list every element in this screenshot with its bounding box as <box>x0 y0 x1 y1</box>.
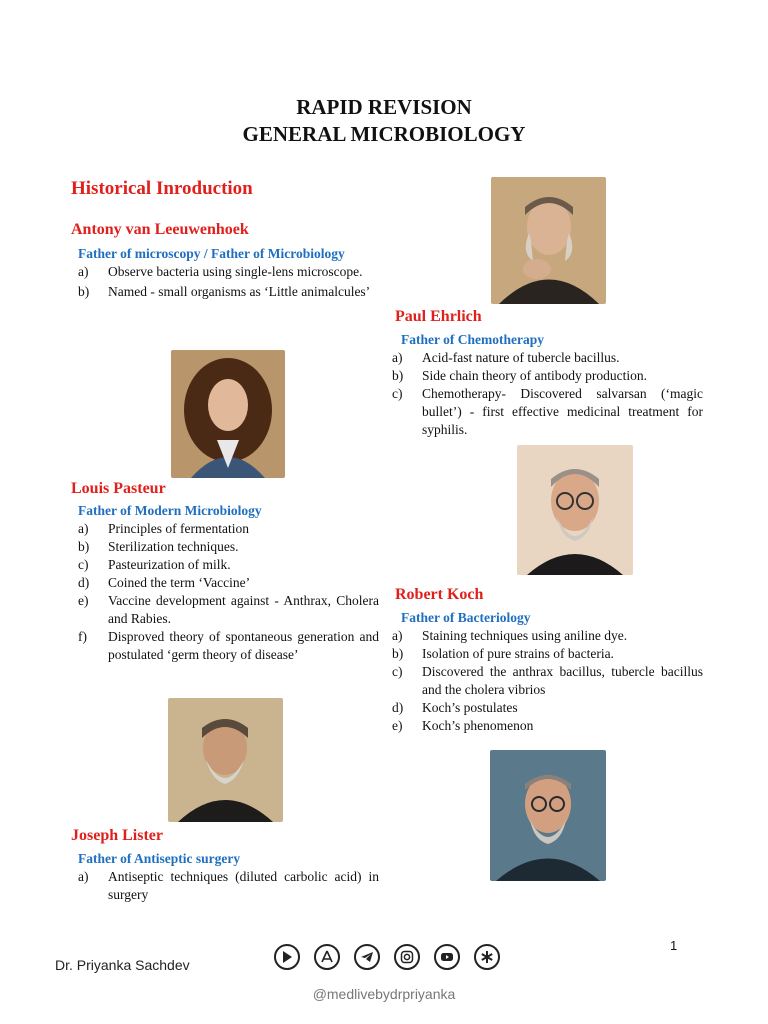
list-item: b) Side chain theory of antibody production. <box>392 368 647 383</box>
lister-name: Joseph Lister <box>71 827 163 844</box>
social-handle: @medlivebydrpriyanka <box>312 986 456 1002</box>
author-name: Dr. Priyanka Sachdev <box>55 957 190 973</box>
doc-title-line2: GENERAL MICROBIOLOGY <box>242 122 526 146</box>
koch-portrait <box>490 750 606 881</box>
list-item: c) Chemotherapy- Discovered salvarsan (‘magic bullet’) - first effective medicinal treatment for syphilis. <box>392 386 703 437</box>
app-store-icon[interactable] <box>314 944 340 970</box>
list-item: d) Coined the term ‘Vaccine’ <box>78 575 251 590</box>
leeuwenhoek-title: Father of microscopy / Father of Microbiology <box>78 246 345 261</box>
play-store-icon[interactable] <box>274 944 300 970</box>
list-item: a) Principles of fermentation <box>78 521 249 536</box>
koch-list <box>392 627 703 735</box>
list-item: b) Isolation of pure strains of bacteria. <box>392 646 614 661</box>
list-item: f) Disproved theory of spontaneous generation and postulated ‘germ theory of disease’ <box>78 629 379 662</box>
list-item: c) Discovered the anthrax bacillus, tubercle bacillus and the cholera vibrios <box>392 664 703 697</box>
koch-name: Robert Koch <box>395 586 484 603</box>
telegram-icon[interactable] <box>354 944 380 970</box>
pasteur-title: Father of Modern Microbiology <box>78 503 262 518</box>
list-item: a) Observe bacteria using single-lens microscope. <box>78 264 363 279</box>
page-number: 1 <box>670 938 678 953</box>
ehrlich-list <box>392 349 703 439</box>
list-item: b) Named - small organisms as ‘Little animalcules’ <box>78 284 371 299</box>
pasteur-list <box>78 520 379 664</box>
koch-title: Father of Bacteriology <box>401 610 531 625</box>
lister-title: Father of Antiseptic surgery <box>78 851 241 866</box>
leeuwenhoek-portrait <box>171 350 285 478</box>
list-item: b) Sterilization techniques. <box>78 539 239 554</box>
youtube-icon[interactable] <box>434 944 460 970</box>
list-item: c) Pasteurization of milk. <box>78 557 231 572</box>
section-heading: Historical Inroduction <box>71 178 253 199</box>
instagram-icon[interactable] <box>394 944 420 970</box>
asterisk-icon[interactable] <box>474 944 500 970</box>
social-icons <box>274 944 500 970</box>
ehrlich-portrait <box>517 445 633 575</box>
leeuwenhoek-list <box>78 263 379 301</box>
pasteur-portrait <box>168 698 283 822</box>
list-item: e) Koch’s phenomenon <box>392 718 534 733</box>
doc-title-line1: RAPID REVISION <box>296 95 472 119</box>
ehrlich-title: Father of Chemotherapy <box>401 332 544 347</box>
list-item: a) Staining techniques using aniline dye. <box>392 628 628 643</box>
ehrlich-name: Paul Ehrlich <box>395 308 482 325</box>
list-item: d) Koch’s postulates <box>392 700 518 715</box>
lister-list <box>78 868 379 904</box>
list-item: a) Acid-fast nature of tubercle bacillus. <box>392 350 620 365</box>
list-item: a) Antiseptic techniques (diluted carbolic acid) in surgery <box>78 869 379 902</box>
leeuwenhoek-name: Antony van Leeuwenhoek <box>71 221 249 238</box>
list-item: e) Vaccine development against - Anthrax, Cholera and Rabies. <box>78 593 379 626</box>
pasteur-name: Louis Pasteur <box>71 480 166 497</box>
lister-portrait <box>491 177 606 304</box>
